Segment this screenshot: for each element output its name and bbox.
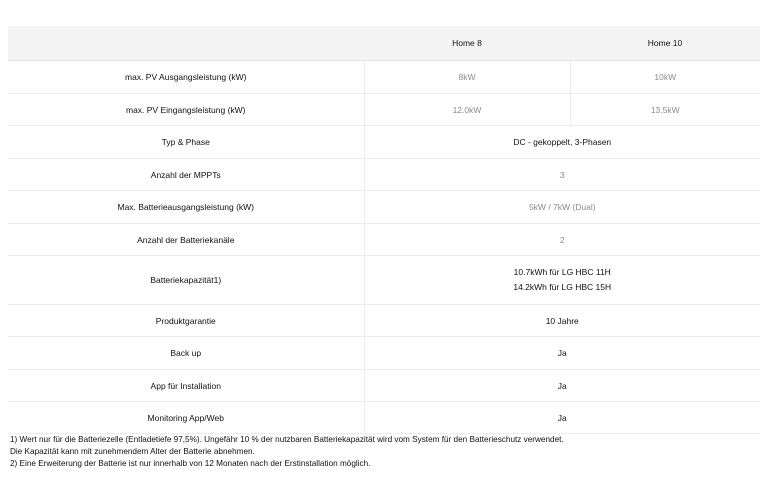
table-row [8,370,760,402]
table-row [8,159,760,191]
cell-merged-value: 10 Jahre [364,305,760,337]
row-label: max. PV Ausgangsleistung (kW) [8,61,364,94]
footnote-1-continued: Die Kapazität kann mit zunehmendem Alter der Batterie abnehmen. [10,447,255,456]
header-cell-empty [8,26,364,61]
table-row [8,61,760,94]
table-row [8,191,760,224]
table-row [8,126,760,159]
row-label: Typ & Phase [8,126,364,159]
spec-comparison-table [8,26,760,434]
table-row [8,337,760,370]
row-label: Max. Batterieausgangsleistung (kW) [8,191,364,224]
spec-table-container [8,26,760,434]
table-row [8,256,760,305]
footnote-1: 1) Wert nur für die Batteriezelle (Entladetiefe 97,5%). Ungefähr 10 % der nutzbaren Batteriekapazität wird vom System für den Batterieschutz verwendet. [10,435,564,444]
row-label: App für Installation [8,370,364,402]
capacity-line-11h: 10.7kWh für LG HBC 11H [513,267,611,277]
row-label: Batteriekapazität1) [8,256,364,305]
footnotes [10,434,760,470]
row-label: Back up [8,337,364,370]
cell-merged-value: 3 [364,159,760,191]
row-label: max. PV Eingangsleistung (kW) [8,94,364,126]
table-row [8,305,760,337]
cell-merged-value: Ja [364,337,760,370]
row-label: Anzahl der Batteriekanäle [8,224,364,256]
row-label: Monitoring App/Web [8,402,364,434]
capacity-line-15h: 14.2kWh für LG HBC 15H [513,282,612,292]
cell-home10: 10kW [570,61,760,94]
row-label: Produktgarantie [8,305,364,337]
row-label: Anzahl der MPPTs [8,159,364,191]
cell-home10: 13.5kW [570,94,760,126]
cell-home8: 8kW [364,61,570,94]
footnote-2: 2) Eine Erweiterung der Batterie ist nur innerhalb von 12 Monaten nach der Erstinstallation möglich. [10,459,371,468]
cell-merged-value: 5kW / 7kW (Dual) [364,191,760,224]
table-row [8,94,760,126]
header-cell-home10: Home 10 [570,26,760,61]
table-row [8,402,760,434]
cell-merged-value: 2 [364,224,760,256]
table-row [8,224,760,256]
header-cell-home8: Home 8 [364,26,570,61]
cell-merged-value: Ja [364,370,760,402]
cell-home8: 12.0kW [364,94,570,126]
cell-merged-value [364,256,760,305]
cell-merged-value: DC - gekoppelt, 3-Phasen [364,126,760,159]
cell-merged-value: Ja [364,402,760,434]
table-header-row [8,26,760,61]
